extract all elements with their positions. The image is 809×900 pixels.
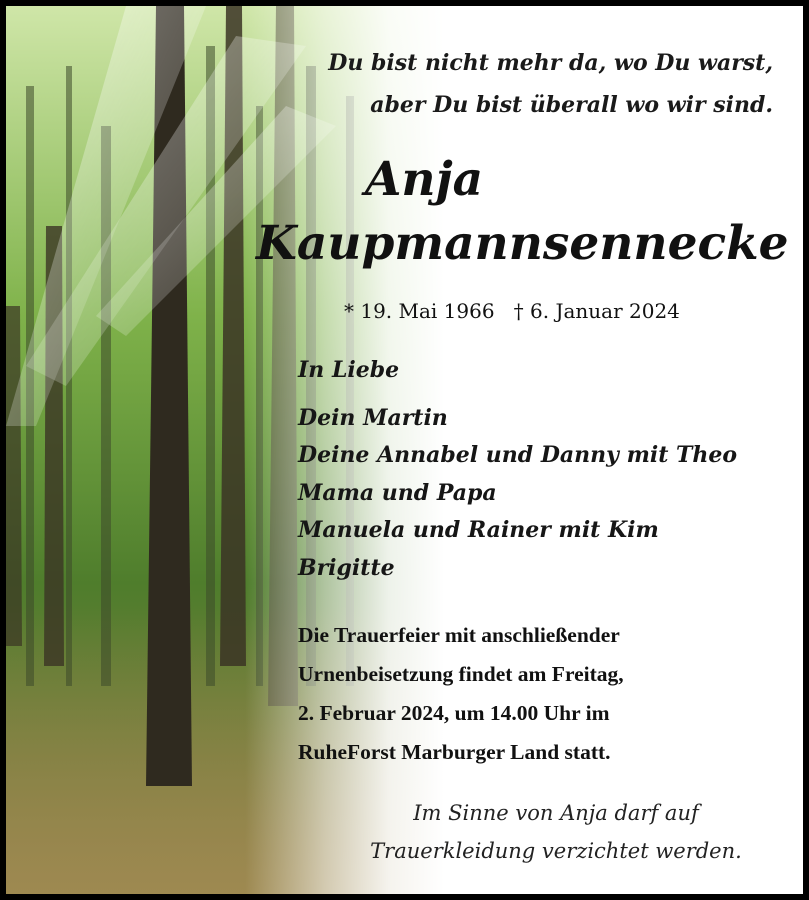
death-date: † 6. Januar 2024 (513, 299, 680, 323)
service-line: RuheForst Marburger Land statt. (298, 740, 611, 764)
mourners-intro: In Liebe (298, 357, 400, 383)
mourner-name: Dein Martin (298, 404, 448, 431)
mourner-name: Deine Annabel und Danny mit Theo (298, 442, 738, 468)
deceased-first-name: Anja (364, 152, 484, 207)
mourner-name: Mama und Papa (298, 479, 497, 506)
note-line: Trauerkleidung verzichtet werden. (370, 839, 742, 863)
life-dates (344, 299, 680, 323)
memorial-quote (328, 42, 773, 126)
note-line: Im Sinne von Anja darf auf (413, 801, 699, 825)
dress-code-note (336, 794, 776, 870)
service-line: 2. Februar 2024, um 14.00 Uhr im (298, 701, 610, 725)
mourners-list (298, 352, 737, 587)
quote-line-1: Du bist nicht mehr da, wo Du warst, (328, 50, 773, 76)
quote-line-2: aber Du bist überall wo wir sind. (370, 92, 773, 118)
obituary-notice (6, 6, 803, 894)
birth-date: * 19. Mai 1966 (344, 299, 495, 323)
service-line: Urnenbeisetzung findet am Freitag, (298, 662, 624, 686)
mourner-name: Brigitte (298, 554, 395, 581)
mourner-name: Manuela und Rainer mit Kim (298, 517, 659, 543)
deceased-last-name: Kaupmannsennecke (256, 216, 789, 271)
funeral-service-info (298, 616, 624, 772)
service-line: Die Trauerfeier mit anschließender (298, 623, 620, 647)
